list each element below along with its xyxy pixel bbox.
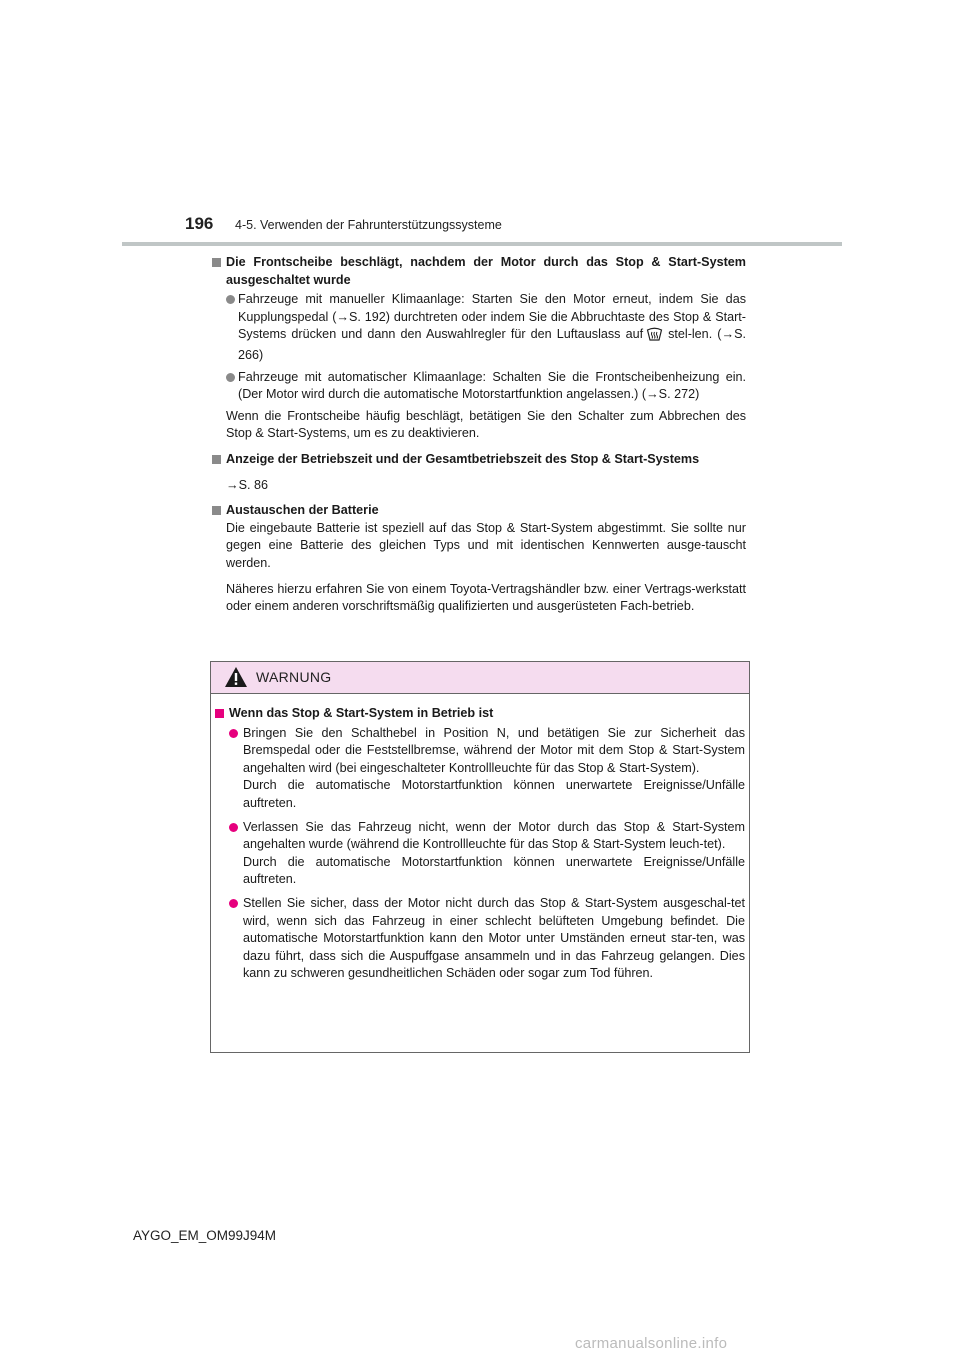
round-bullet-icon bbox=[229, 899, 238, 908]
section-heading-battery bbox=[212, 502, 746, 520]
warning-title: WARNUNG bbox=[256, 669, 332, 685]
warning-triangle-icon bbox=[224, 666, 248, 693]
document-code: AYGO_EM_OM99J94M bbox=[133, 1228, 277, 1243]
warning-box bbox=[210, 661, 750, 1053]
item-text: stel-len. (→S. 266) bbox=[238, 327, 746, 362]
square-bullet-icon bbox=[212, 258, 221, 267]
heading-text: Austauschen der Batterie bbox=[226, 503, 379, 518]
item-text: Fahrzeuge mit automatischer Klimaanlage: Schalten Sie die Frontscheibenheizung ein. (Der Motor wird durch die automatische Motorstartfunktion angelassen.) (→S. 272) bbox=[238, 369, 746, 402]
item-text: Stellen Sie sicher, dass der Motor nicht durch das Stop & Start-System ausgeschal-tet wird, wenn sich das Fahrzeug in einer schlecht belüfteten Umgebung befindet. Die automatische Motorstartfunktion kann den Motor unter Umständen erneut star-ten, was dazu führt, dass sich die Auspuffgase ansammeln und in das Fahrzeug gelangen. Dies kann zu schweren gesundheitlichen Schäden oder sogar zum Tod führen. bbox=[243, 895, 745, 981]
square-bullet-icon bbox=[212, 455, 221, 464]
round-bullet-icon bbox=[229, 823, 238, 832]
round-bullet-icon bbox=[226, 295, 235, 304]
square-bullet-icon bbox=[212, 506, 221, 515]
warning-body bbox=[215, 705, 745, 983]
list-item bbox=[212, 291, 746, 364]
section-heading-windshield bbox=[212, 254, 746, 289]
page-reference: →S. 86 bbox=[226, 477, 268, 492]
warning-item bbox=[215, 819, 745, 889]
watermark: carmanualsonline.info bbox=[575, 1335, 728, 1352]
item-text: Durch die automatische Motorstartfunktion können unerwartete Ereignisse/Unfälle auftreten. bbox=[243, 854, 745, 887]
header-divider bbox=[122, 242, 842, 246]
paragraph: Die eingebaute Batterie ist speziell auf das Stop & Start-System abgestimmt. Sie sollte nur gegen eine Batterie des gleichen Typs und mit identischen Kennwerten ausge-tauscht werden. bbox=[226, 520, 746, 570]
warning-item bbox=[215, 895, 745, 983]
paragraph: Wenn die Frontscheibe häufig beschlägt, betätigen Sie den Schalter zum Abbrechen des Stop & Start-Systems, um es zu deaktivieren. bbox=[226, 408, 746, 441]
paragraph: Näheres hierzu erfahren Sie von einem Toyota-Vertragshändler bzw. einer Vertrags-werkstatt oder einem anderen vorschriftsmäßig qualifizierten und ausgerüsteten Fach-betrieb. bbox=[226, 581, 746, 614]
main-content bbox=[212, 254, 746, 616]
heading-text: Die Frontscheibe beschlägt, nachdem der Motor durch das Stop & Start-System ausgeschaltet wurde bbox=[226, 255, 746, 287]
item-text: Durch die automatische Motorstartfunktion können unerwartete Ereignisse/Unfälle auftreten. bbox=[243, 778, 745, 810]
section-title: 4-5. Verwenden der Fahrunterstützungssysteme bbox=[235, 218, 502, 232]
round-bullet-icon bbox=[226, 373, 235, 382]
item-text: Verlassen Sie das Fahrzeug nicht, wenn der Motor durch das Stop & Start-System angehalten wurde (während die Kontrollleuchte für das Stop & Start-System leuch-tet). bbox=[243, 819, 745, 852]
item-text: Bringen Sie den Schalthebel in Position N, und betätigen Sie zur Sicherheit das Bremspedal oder die Feststellbremse, während der Motor mit dem Stop & Start-System angehalten wird (bei eingeschalteter Kontrollleuchte für das Stop & Start-System). bbox=[243, 725, 745, 775]
warning-item bbox=[215, 725, 745, 813]
square-bullet-icon bbox=[215, 709, 224, 718]
list-item bbox=[212, 369, 746, 404]
heading-text: Anzeige der Betriebszeit und der Gesamtbetriebszeit des Stop & Start-Systems bbox=[226, 451, 700, 466]
section-heading-operating-time bbox=[212, 451, 746, 469]
page-header bbox=[185, 214, 502, 234]
warning-heading bbox=[215, 705, 745, 723]
warning-header bbox=[211, 662, 749, 694]
page-number: 196 bbox=[185, 214, 214, 233]
heading-text: Wenn das Stop & Start-System in Betrieb ist bbox=[229, 706, 494, 720]
windshield-defog-icon bbox=[646, 327, 663, 347]
round-bullet-icon bbox=[229, 729, 238, 738]
item-text: Fahrzeuge mit manueller Klimaanlage: Starten Sie den Motor erneut, indem Sie das Kupplungspedal (→S. 192) durchtreten oder indem Sie die Abbruchtaste des Stop & Start-Systems drücken und dann den Auswahlregler für den Luftauslass auf bbox=[238, 292, 746, 342]
